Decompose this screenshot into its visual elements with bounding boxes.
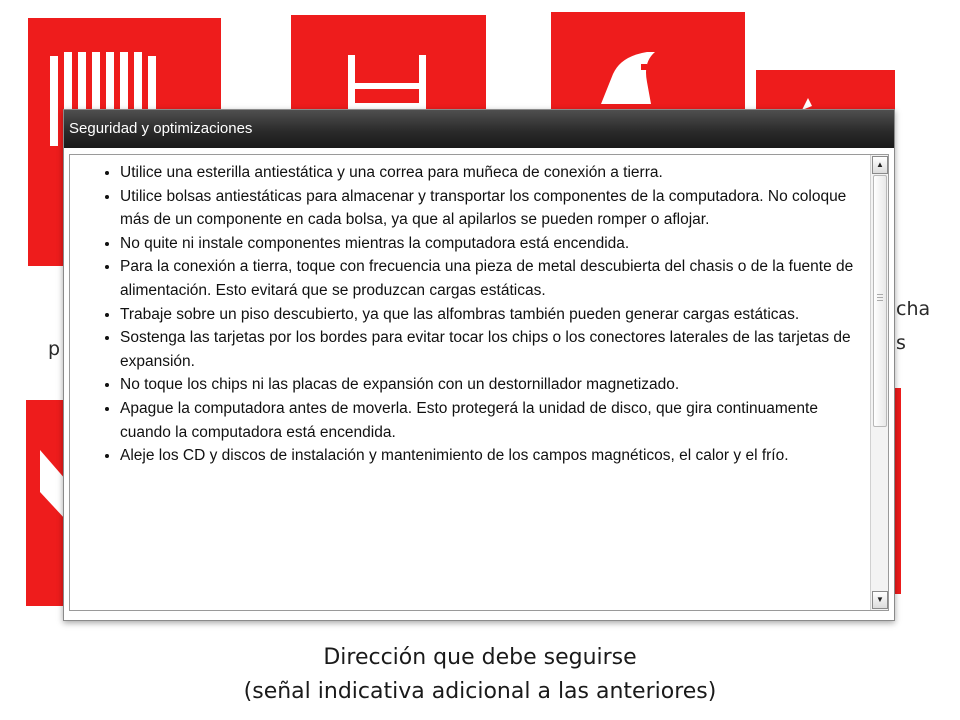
list-item: • Sostenga las tarjetas por los bordes para evitar tocar los chips o los conectores laterales de las tarjetas de expansión.	[120, 326, 864, 373]
sign-ladder	[291, 15, 486, 110]
sign-hose	[756, 70, 895, 110]
safety-dialog	[63, 109, 895, 621]
list-item: • Aleje los CD y discos de instalación y mantenimiento de los campos magnéticos, el calor y el frío.	[120, 444, 864, 468]
sign-arrow	[26, 400, 66, 606]
ladder-icon	[291, 15, 486, 110]
scroll-thumb[interactable]	[873, 175, 887, 427]
sign-extinguisher	[551, 12, 745, 110]
triangle-up-icon: ▲	[876, 160, 884, 169]
dialog-title: Seguridad y optimizaciones	[64, 110, 894, 148]
list-item: • Para la conexión a tierra, toque con frecuencia una pieza de metal descubierta del chasis o de la fuente de alimentación. Esto evitará que se produzcan cargas estáticas.	[120, 255, 864, 302]
list-item: • Utilice bolsas antiestáticas para almacenar y transportar los componentes de la computadora. No coloque más de un componente en cada bolsa, ya que al apilarlos se pueden romper o aflojar.	[120, 185, 864, 232]
grip-icon	[877, 297, 883, 298]
list-item: • Trabaje sobre un piso descubierto, ya que las alfombras también pueden generar cargas estáticas.	[120, 303, 864, 327]
dialog-content-panel	[69, 154, 889, 611]
list-item: • No quite ni instale componentes mientras la computadora está encendida.	[120, 232, 864, 256]
vertical-scrollbar[interactable]	[870, 155, 888, 610]
arrow-icon	[26, 400, 66, 606]
extinguisher-icon	[551, 12, 745, 110]
grip-icon	[877, 300, 883, 301]
caption-line-2: (señal indicativa adicional a las anteriores)	[243, 679, 717, 704]
list-item: • Apague la computadora antes de moverla. Esto protegerá la unidad de disco, que gira continuamente cuando la computadora está encendida.	[120, 397, 864, 444]
list-item: • No toque los chips ni las placas de expansión con un destornillador magnetizado.	[120, 373, 864, 397]
caption-line-1: Dirección que debe seguirse	[323, 645, 637, 670]
safety-tips-list	[70, 155, 870, 610]
scroll-up-button[interactable]	[872, 156, 888, 174]
background-text-fragment-left: p	[48, 338, 61, 360]
background-text-fragment-right-2: s	[896, 332, 906, 354]
hose-icon	[756, 70, 895, 110]
grip-icon	[877, 294, 883, 295]
list-item: • Utilice una esterilla antiestática y una correa para muñeca de conexión a tierra.	[120, 161, 864, 185]
background-text-fragment-right-1: cha	[896, 298, 931, 320]
scroll-down-button[interactable]	[872, 591, 888, 609]
triangle-down-icon: ▼	[876, 595, 884, 604]
